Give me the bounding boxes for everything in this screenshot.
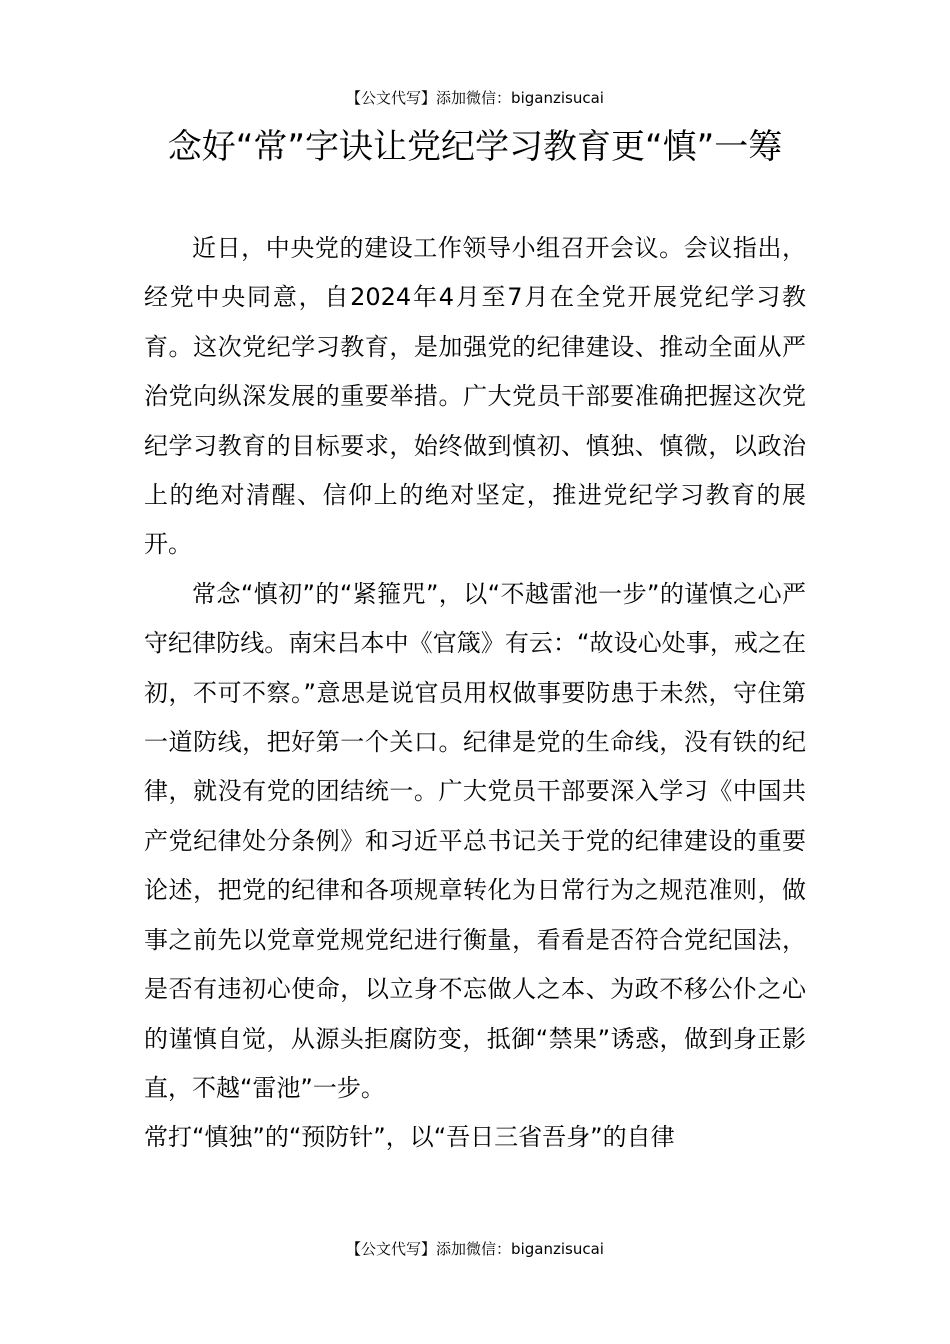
- paragraph-intro: 近日，中央党的建设工作领导小组召开会议。会议指出，经党中央同意，自2024年4月至7月在全党开展党纪学习教育。这次党纪学习教育，是加强党的纪律建设、推动全面从严治党向纵深发展的重要举措。广大党员干部要准确把握这次党纪学习教育的目标要求，始终做到慎初、慎独、慎微，以政治上的绝对清醒、信仰上的绝对坚定，推进党纪学习教育的展开。: [144, 234, 806, 559]
- article-body: [144, 224, 806, 1163]
- paragraph-shendu: 常打“慎独”的“预防针”，以“吾日三省吾身”的自律: [144, 1123, 675, 1152]
- footer-note: 【公文代写】添加微信：biganzisucai: [346, 1240, 604, 1258]
- header-note: 【公文代写】添加微信：biganzisucai: [346, 89, 604, 107]
- paragraph-shenchu: 常念“慎初”的“紧箍咒”，以“不越雷池一步”的谨慎之心严守纪律防线。南宋吕本中《官箴》有云：“故设心处事，戒之在初，不可不察。”意思是说官员用权做事要防患于未然，守住第一道防线，把好第一个关口。纪律是党的生命线，没有铁的纪律，就没有党的团结统一。广大党员干部要深入学习《中国共产党纪律处分条例》和习近平总书记关于党的纪律建设的重要论述，把党的纪律和各项规章转化为日常行为之规范准则，做事之前先以党章党规党纪进行衡量，看看是否符合党纪国法，是否有违初心使命，以立身不忘做人之本、为政不移公仆之心的谨慎自觉，从源头拒腐防变，抵御“禁果”诱惑，做到身正影直，不越“雷池”一步。: [144, 579, 806, 1102]
- article-title: 念好“常”字诀让党纪学习教育更“慎”一筹: [167, 127, 783, 167]
